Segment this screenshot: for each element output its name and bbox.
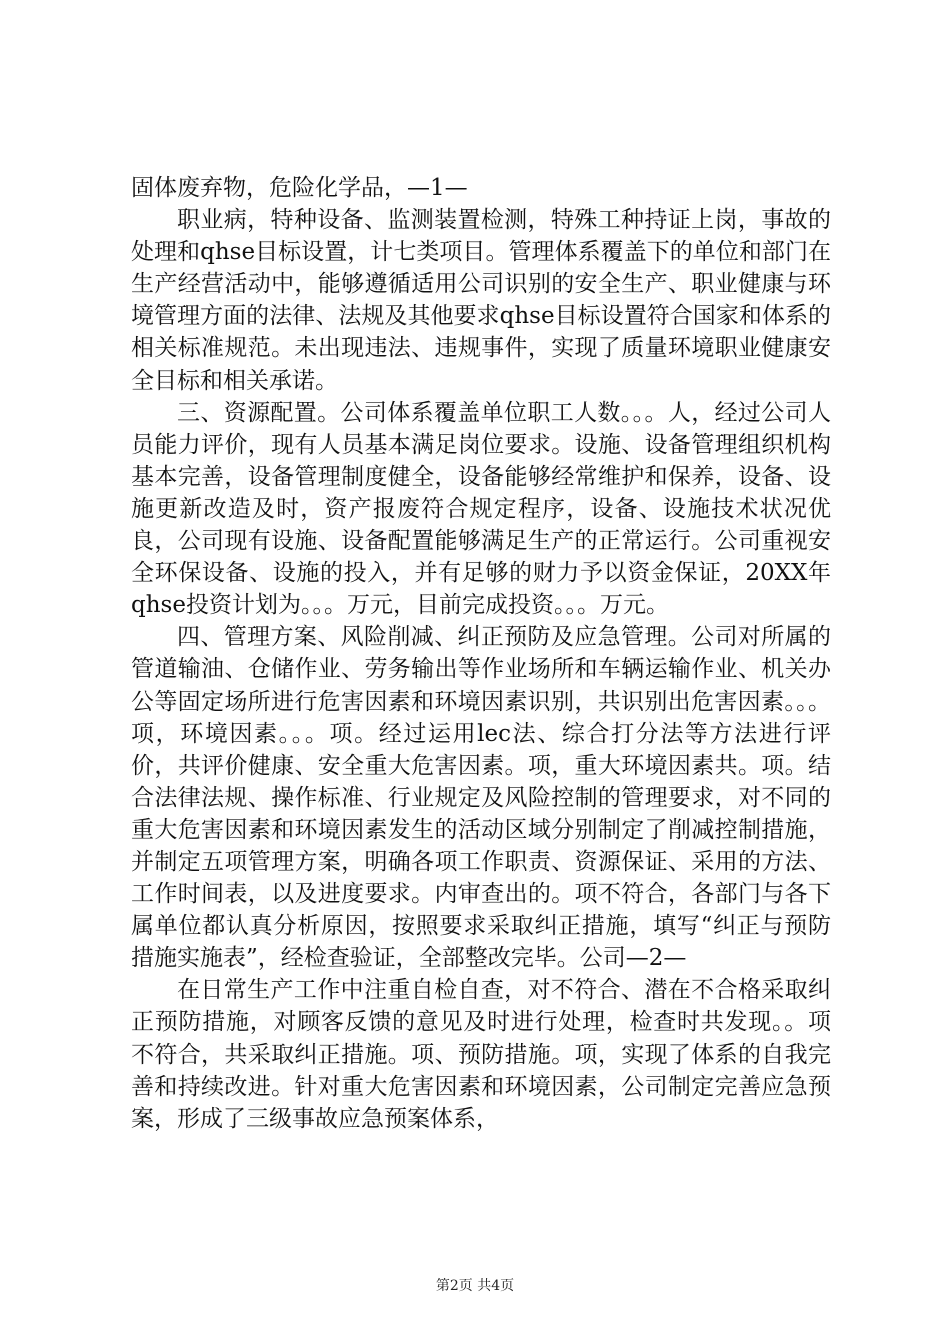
paragraph-2: 职业病，特种设备、监测装置检测，特殊工种持证上岗，事故的处理和qhse目标设置，计七类项目。管理体系覆盖下的单位和部门在生产经营活动中，能够遵循适用公司识别的安全生产、职业健康与环境管理方面的法律、法规及其他要求qhse目标设置符合国家和体系的相关标准规范。未出现违法、违规事件，实现了质量环境职业健康安全目标和相关承诺。 (131, 207, 831, 394)
paragraph-1: 固体废弃物，危险化学品，—1— (131, 175, 468, 201)
paragraph-3: 三、资源配置。公司体系覆盖单位职工人数。。。人，经过公司人员能力评价，现有人员基本满足岗位要求。设施、设备管理组织机构基本完善，设备管理制度健全，设备能够经常维护和保养，设备、设施更新改造及时，资产报废符合规定程序，设备、设施技术状况优良，公司现有设施、设备配置能够满足生产的正常运行。公司重视安全环保设备、设施的投入，并有足够的财力予以资金保证，20XX年qhse投资计划为。。。万元，目前完成投资。。。万元。 (131, 399, 831, 619)
document-body (131, 172, 831, 1135)
paragraph-5: 在日常生产工作中注重自检自查，对不符合、潜在不合格采取纠正预防措施，对顾客反馈的意见及时进行处理，检查时共发现。。项不符合，共采取纠正措施。项、预防措施。项，实现了体系的自我完善和持续改进。针对重大危害因素和环境因素，公司制定完善应急预案，形成了三级事故应急预案体系， (131, 977, 831, 1132)
paragraph-4: 四、管理方案、风险削减、纠正预防及应急管理。公司对所属的管道输油、仓储作业、劳务输出等作业场所和车辆运输作业、机关办公等固定场所进行危害因素和环境因素识别，共识别出危害因素。。。项，环境因素。。。项。经过运用lec法、综合打分法等方法进行评价，共评价健康、安全重大危害因素。项，重大环境因素共。项。结合法律法规、操作标准、行业规定及风险控制的管理要求，对不同的重大危害因素和环境因素发生的活动区域分别制定了削减控制措施，并制定五项管理方案，明确各项工作职责、资源保证、采用的方法、工作时间表，以及进度要求。内审查出的。项不符合，各部门与各下属单位都认真分析原因，按照要求采取纠正措施，填写“纠正与预防措施实施表”，经检查验证，全部整改完毕。公司—2— (131, 624, 831, 972)
page-number-footer: 第2页 共4页 (435, 1278, 515, 1294)
